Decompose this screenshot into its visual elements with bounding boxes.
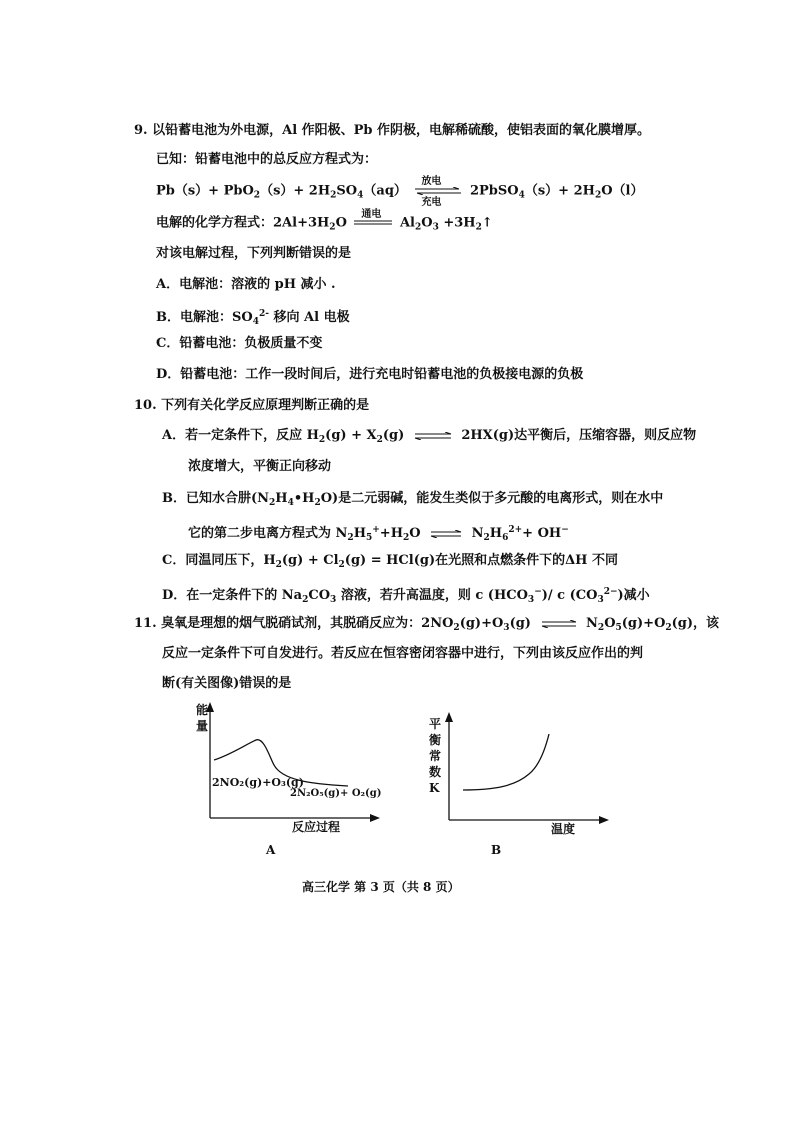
page-footer: 高三化学 第 3 页（共 8 页）: [302, 880, 460, 894]
q10-option-a: A．若一定条件下，反应 $H_2(g) + X_2(g)$ 2HX(g)达平衡后，压缩容器，则反应物: [162, 428, 697, 445]
graph-b-y-label: 平衡常数K: [429, 717, 442, 795]
graph-a-x-label: 反应过程: [292, 820, 341, 834]
q10-option-b-line2: 它的第二步电离方程式为 $N_2H_5^++H_2O$ $N_2H_6^{2+}+ OH^-$: [188, 525, 569, 543]
graph-b-x-label: 温度: [551, 822, 576, 836]
q10-option-d: D．在一定条件下的 $Na_2CO_3$ 溶液，若升高温度，则 c $(HCO_3^-)/$ c $(CO_3^{2-})$减小: [162, 587, 650, 605]
q9-equation-2: 电解的化学方程式：$2Al+3H_2O$ 通电 $Al_2O_3$ $+3H_2↑$: [156, 209, 493, 233]
q10-stem-line: [134, 398, 369, 414]
reversible-arrow-icon: 放电 充电: [413, 183, 463, 199]
q9-option-a: A．电解池：溶液的 pH 减小 .: [156, 277, 336, 292]
equilibrium-arrow-icon: [429, 530, 463, 538]
q9-stem-line: [134, 123, 650, 139]
up-arrow-icon: ↑: [481, 215, 493, 231]
q11-number: 11.: [134, 616, 157, 631]
equilibrium-arrow-icon: [540, 620, 578, 628]
q9-number: 9.: [134, 123, 148, 138]
equals-arrow-icon: 通电: [361, 209, 382, 220]
q10-number: 10.: [134, 398, 157, 413]
q10-option-a-line2: 浓度增大，平衡正向移动: [188, 459, 332, 474]
q9-option-d: D．铅蓄电池：工作一段时间后，进行充电时铅蓄电池的负极接电源的负极: [156, 367, 584, 382]
graph-b-k-curve: [463, 734, 549, 790]
graph-a-axes: [190, 700, 380, 830]
graph-a-reactants-label: 2NO₂(g)+O₃(g): [212, 776, 304, 789]
q9-known: 已知：铅蓄电池中的总反应方程式为：: [156, 152, 378, 167]
q11-stem-line: 11. 臭氧是理想的烟气脱硝试剂，其脱硝反应为：$2NO_2(g)+O_3(g)$ $N_2O_5(g)+O_2(g)$，该: [134, 616, 720, 633]
q10-option-c: C．同温同压下，$H_2(g) + Cl_2(g) = HCl(g)$在光照和点燃条件下的ΔH 不同: [162, 553, 618, 570]
q10-stem: 下列有关化学反应原理判断正确的是: [161, 398, 370, 413]
graph-a-y-label: 能量: [196, 703, 209, 733]
equilibrium-arrow-icon: [413, 432, 453, 440]
graph-a-products-label: 2N₂O₅(g)+ O₂(g): [290, 788, 382, 799]
graph-b: [425, 710, 615, 860]
q9-stem: 以铅蓄电池为外电源，Al 作阳极、Pb 作阴极，电解稀硫酸，使铝表面的氧化膜增厚。: [152, 123, 651, 138]
q11-stem-line2: 反应一定条件下可自发进行。若反应在恒容密闭容器中进行，下列由该反应作出的判: [162, 646, 644, 661]
q9-question: 对该电解过程，下列判断错误的是: [156, 246, 352, 261]
q11-stem-line3: 断(有关图像)错误的是: [162, 676, 292, 691]
q10-option-b: B．已知水合肼$(N_2H_4•H_2O)$是二元弱碱，能发生类似于多元酸的电离形式，则在水中: [162, 491, 664, 508]
graph-a: [190, 700, 380, 860]
q9-option-b: B．电解池：$SO_4^{2-}$ 移向 Al 电极: [156, 309, 350, 327]
q9-option-c: C．铅蓄电池：负极质量不变: [156, 336, 323, 351]
graph-b-tag: B: [491, 843, 502, 857]
q9-equation-1: $Pb(s)+ PbO_2(s)+ 2H_2SO_4(aq)$ 放电 充电 2PbSO$_4$（s）+ $2H_2O(l)$: [156, 176, 644, 208]
graph-a-tag: A: [266, 843, 276, 857]
graph-b-axes: [425, 710, 615, 830]
